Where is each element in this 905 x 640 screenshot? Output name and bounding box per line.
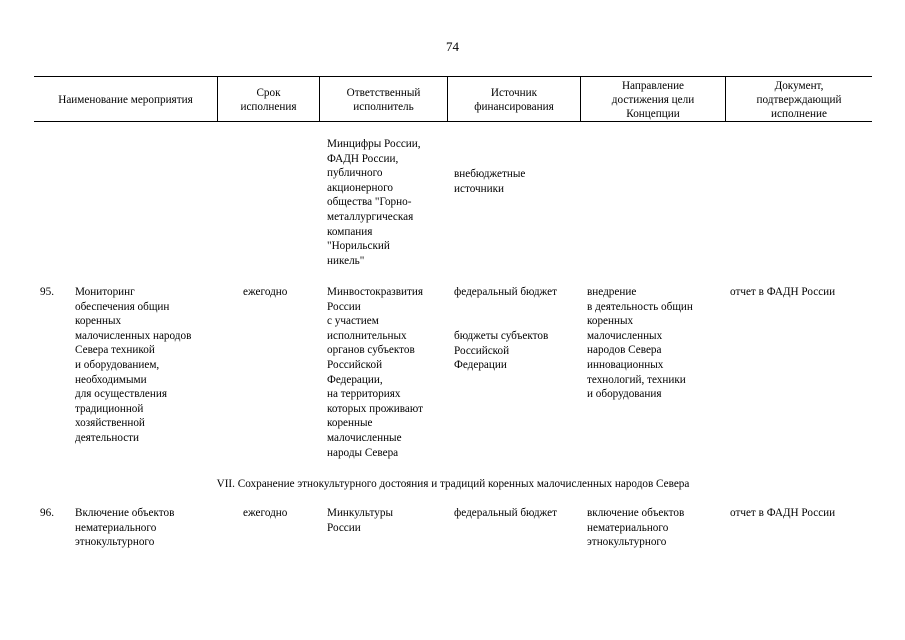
header-deadline: Срок исполнения xyxy=(240,87,297,113)
row-95-number: 95. xyxy=(40,286,54,298)
continuation-executor: Минцифры России, ФАДН России, публичного акционерного общества "Горно- металлургическая компания "Норильский никель" xyxy=(327,138,421,267)
header-top-rule xyxy=(34,76,872,77)
continuation-funding: внебюджетные источники xyxy=(454,168,526,195)
header-direction: Направление достижения цели Концепции xyxy=(611,80,695,120)
row-95-deadline: ежегодно xyxy=(243,286,288,298)
header-executor: Ответственный исполнитель xyxy=(346,87,421,113)
row-96-funding-federal: федеральный бюджет xyxy=(454,507,557,519)
row-95-document: отчет в ФАДН России xyxy=(730,286,836,298)
row-96-direction: включение объектов нематериального этнокультурного xyxy=(587,507,685,549)
section-title: VII. Сохранение этнокультурного достояния и традиций коренных малочисленных народов Севера xyxy=(216,478,690,490)
header-document: Документ, подтверждающий исполнение xyxy=(756,80,842,120)
row-95-direction: внедрение в деятельность общин коренных малочисленных народов Севера инновационных технологий, техники и оборудования xyxy=(587,286,693,401)
row-96-executor: Минкультуры России xyxy=(327,507,394,534)
header-funding: Источник финансирования xyxy=(474,87,554,113)
row-95-funding-federal: федеральный бюджет xyxy=(454,286,557,298)
page-number: 74 xyxy=(446,39,459,54)
row-96-document: отчет в ФАДН России xyxy=(730,507,836,519)
row-96-name: Включение объектов нематериального этнокультурного xyxy=(75,507,175,549)
header-bottom-rule xyxy=(34,121,872,122)
row-95-name: Мониторинг обеспечения общин коренных малочисленных народов Севера техникой и оборудованием, необходимыми для осуществления традиционной хозяйственной деятельности xyxy=(75,286,192,444)
row-96-deadline: ежегодно xyxy=(243,507,288,519)
row-96-number: 96. xyxy=(40,507,54,519)
header-activity-name: Наименование мероприятия xyxy=(58,94,193,106)
row-95-executor: Минвостокразвития России с участием исполнительных органов субъектов Российской Федерации, на территориях которых проживают коренные малочисленные народы Севера xyxy=(327,286,424,459)
row-95-funding-regional: бюджеты субъектов Российской Федерации xyxy=(454,330,549,372)
